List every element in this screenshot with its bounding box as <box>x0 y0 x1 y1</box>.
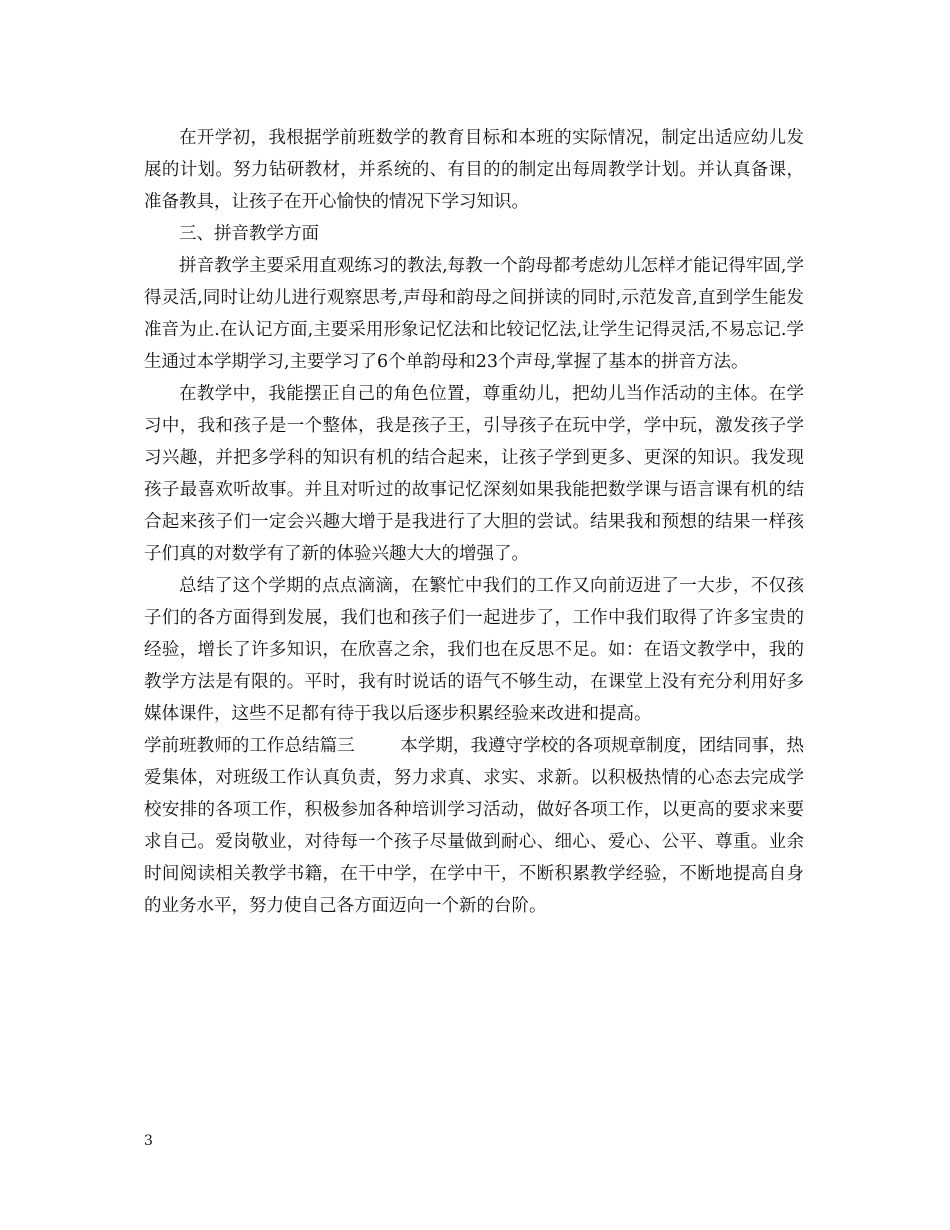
section-title: 学前班教师的工作总结篇三 <box>144 736 355 756</box>
page-number: 3 <box>144 1133 153 1149</box>
paragraph-pinyin-method: 拼音教学主要采用直观练习的教法,每教一个韵母都考虑幼儿怎样才能记得牢固,学得灵活,同时让幼儿进行观察思考,声母和韵母之间拼读的同时,示范发音,直到学生能发准音为止.在认记方面,主要采用形象记忆法和比较记忆法,让学生记得灵活,不易忘记.学生通过本学期学习,主要学习了6个单韵母和23个声母,掌握了基本的拼音方法。 <box>144 256 804 372</box>
paragraph-semester-summary: 总结了这个学期的点点滴滴，在繁忙中我们的工作又向前迈进了一大步，不仅孩子们的各方面得到发展，我们也和孩子们一起进步了，工作中我们取得了许多宝贵的经验，增长了许多知识，在欣喜之余，我们也在反思不足。如：在语文教学中，我的教学方法是有限的。平时，我有时说话的语气不够生动，在课堂上没有充分利用好多媒体课件，这些不足都有待于我以后逐步积累经验来改进和提高。 <box>144 576 804 724</box>
section-body: 本学期，我遵守学校的各项规章制度，团结同事，热爱集体，对班级工作认真负责，努力求真、求实、求新。以积极热情的心态去完成学校安排的各项工作，积极参加各种培训学习活动，做好各项工作，以更高的要求来要求自己。爱岗敬业，对待每一个孩子尽量做到耐心、细心、爱心、公平、尊重。业余时间阅读相关教学书籍，在干中学，在学中干，不断积累教学经验，不断地提高自身的业务水平，努力使自己各方面迈向一个新的台阶。 <box>144 736 805 916</box>
document-body <box>144 122 804 922</box>
section-three-paragraph <box>144 730 804 922</box>
paragraph-teaching-role: 在教学中，我能摆正自己的角色位置，尊重幼儿，把幼儿当作活动的主体。在学习中，我和孩子是一个整体，我是孩子王，引导孩子在玩中学，学中玩，激发孩子学习兴趣，并把多学科的知识有机的结合起来，让孩子学到更多、更深的知识。我发现孩子最喜欢听故事。并且对听过的故事记忆深刻如果我能把数学课与语言课有机的结合起来孩子们一定会兴趣大增于是我进行了大胆的尝试。结果我和预想的结果一样孩子们真的对数学有了新的体验兴趣大大的增强了。 <box>144 384 804 564</box>
paragraph-math-plan: 在开学初，我根据学前班数学的教育目标和本班的实际情况，制定出适应幼儿发展的计划。努力钻研教材，并系统的、有目的的制定出每周教学计划。并认真备课，准备教具，让孩子在开心愉快的情况下学习知识。 <box>144 128 804 212</box>
heading-pinyin-teaching: 三、拼音教学方面 <box>179 224 319 244</box>
